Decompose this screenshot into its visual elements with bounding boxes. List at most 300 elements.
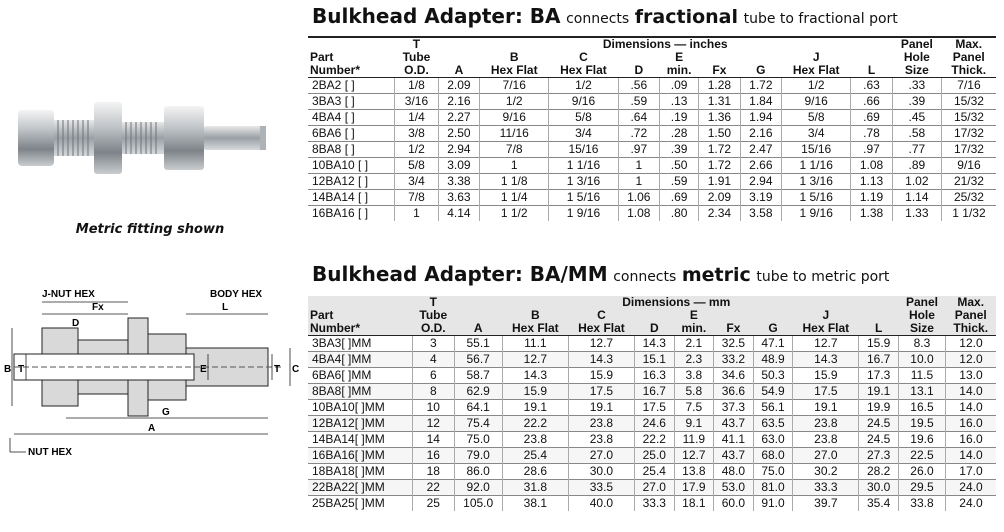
- table-cell: 30.0: [568, 464, 634, 480]
- table-cell: 53.0: [714, 480, 754, 496]
- table-cell: 3: [413, 336, 454, 352]
- table-cell: 27.3: [859, 448, 899, 464]
- table-row: [308, 110, 996, 126]
- part-number-cell: 3BA3 [ ]: [308, 94, 395, 110]
- table-cell: 5/8: [395, 158, 438, 174]
- col-e-bot: min.: [660, 64, 699, 78]
- table-cell: 68.0: [753, 448, 793, 464]
- table-cell: 7/16: [480, 78, 549, 94]
- col-l: L: [851, 64, 892, 78]
- part-number-cell: 3BA3[ ]MM: [308, 336, 413, 352]
- table-cell: 15.9: [568, 368, 634, 384]
- table-cell: 1 3/16: [549, 174, 618, 190]
- table-cell: .45: [892, 110, 941, 126]
- table-cell: .50: [660, 158, 699, 174]
- table-cell: 3/16: [395, 94, 438, 110]
- table-cell: 1.33: [892, 206, 941, 222]
- col-a: A: [454, 322, 502, 336]
- table-cell: 15.9: [793, 368, 859, 384]
- label-b: B: [4, 364, 12, 375]
- table-cell: .72: [618, 126, 659, 142]
- table-cell: 23.8: [793, 432, 859, 448]
- label-a: A: [148, 423, 156, 434]
- col-panel-hole-bot: Size: [892, 64, 941, 78]
- part-number-cell: 25BA25[ ]MM: [308, 496, 413, 512]
- table-cell: 75.0: [753, 464, 793, 480]
- table-row: [308, 480, 996, 496]
- part-number-cell: 8BA8 [ ]: [308, 142, 395, 158]
- table-cell: 2.47: [740, 142, 781, 158]
- table-cell: 13.8: [674, 464, 714, 480]
- table-cell: 31.8: [502, 480, 568, 496]
- table-cell: 1 1/16: [782, 158, 851, 174]
- table-cell: 14.3: [502, 368, 568, 384]
- table-cell: 105.0: [454, 496, 502, 512]
- dimension-drawing: [2, 288, 302, 458]
- table-cell: 3/4: [395, 174, 438, 190]
- table-cell: 43.7: [714, 416, 754, 432]
- col-j-bot: Hex Flat: [782, 64, 851, 78]
- table-cell: 1/2: [782, 78, 851, 94]
- table-cell: 23.8: [502, 432, 568, 448]
- table-cell: 23.8: [793, 416, 859, 432]
- table-cell: 3.63: [438, 190, 479, 206]
- table-cell: 3.58: [740, 206, 781, 222]
- table-cell: 12.0: [945, 336, 996, 352]
- table-cell: 9/16: [480, 110, 549, 126]
- table-cell: 1 1/16: [549, 158, 618, 174]
- table-cell: .59: [618, 94, 659, 110]
- table-cell: .59: [660, 174, 699, 190]
- fitting-photo: [10, 88, 280, 198]
- table-cell: 16.0: [945, 416, 996, 432]
- table-cell: 1.36: [699, 110, 740, 126]
- table-cell: 24.0: [945, 496, 996, 512]
- table-cell: 19.1: [568, 400, 634, 416]
- table-cell: 19.1: [502, 400, 568, 416]
- part-number-cell: 4BA4[ ]MM: [308, 352, 413, 368]
- table-cell: 54.9: [753, 384, 793, 400]
- table-cell: .89: [892, 158, 941, 174]
- col-panel-hole-top: Panel: [900, 37, 933, 51]
- section2-title-connects: connects: [613, 269, 677, 285]
- col-t-mid: Tube: [419, 308, 448, 322]
- table-cell: 75.4: [454, 416, 502, 432]
- table-cell: 9/16: [941, 158, 996, 174]
- table-cell: 14: [413, 432, 454, 448]
- table-cell: 1.02: [892, 174, 941, 190]
- table-cell: 1 1/8: [480, 174, 549, 190]
- table-row: [308, 496, 996, 512]
- table-cell: .80: [660, 206, 699, 222]
- col-number: Number*: [308, 64, 395, 78]
- col-t-bot: O.D.: [413, 322, 454, 336]
- col-j-bot: Hex Flat: [793, 322, 859, 336]
- table-cell: 1 1/4: [480, 190, 549, 206]
- part-number-cell: 4BA4 [ ]: [308, 110, 395, 126]
- table-cell: 1/2: [480, 94, 549, 110]
- part-number-cell: 12BA12 [ ]: [308, 174, 395, 190]
- table-cell: 38.1: [502, 496, 568, 512]
- col-b-bot: Hex Flat: [502, 322, 568, 336]
- table-cell: 3/4: [549, 126, 618, 142]
- table-cell: 32.5: [714, 336, 754, 352]
- table-cell: 2.09: [699, 190, 740, 206]
- col-panel-thick-top: Max.: [957, 295, 985, 309]
- table-cell: 1: [395, 206, 438, 222]
- table-cell: .56: [618, 78, 659, 94]
- table-cell: 13.0: [945, 368, 996, 384]
- part-number-cell: 16BA16[ ]MM: [308, 448, 413, 464]
- table-cell: 27.0: [568, 448, 634, 464]
- table-cell: 12.7: [568, 336, 634, 352]
- table-cell: 1.91: [699, 174, 740, 190]
- section1-title-fractional: fractional: [634, 6, 738, 28]
- part-number-cell: 6BA6[ ]MM: [308, 368, 413, 384]
- table-cell: 3/8: [395, 126, 438, 142]
- label-t-right: T: [274, 364, 281, 375]
- col-number: Number*: [308, 322, 413, 336]
- col-l: L: [859, 322, 899, 336]
- table-cell: 14.3: [568, 352, 634, 368]
- table-cell: 62.9: [454, 384, 502, 400]
- table-cell: 86.0: [454, 464, 502, 480]
- table-cell: 6: [413, 368, 454, 384]
- table-cell: 19.1: [859, 384, 899, 400]
- table-cell: 1/4: [395, 110, 438, 126]
- table-cell: 30.0: [859, 480, 899, 496]
- table-cell: 1.72: [699, 158, 740, 174]
- table-cell: 1.72: [740, 78, 781, 94]
- table-cell: 33.5: [568, 480, 634, 496]
- table-cell: .33: [892, 78, 941, 94]
- label-g: G: [162, 407, 170, 418]
- section1-title-bold: Bulkhead Adapter: BA: [312, 4, 561, 28]
- table-cell: 9/16: [782, 94, 851, 110]
- table-cell: 56.7: [454, 352, 502, 368]
- table-cell: 15/16: [549, 142, 618, 158]
- table-cell: 11.9: [674, 432, 714, 448]
- table-row: [308, 400, 996, 416]
- table-cell: 17.5: [634, 400, 674, 416]
- table-row: [308, 416, 996, 432]
- section1-title-rest: tube to fractional port: [743, 11, 898, 27]
- col-d: D: [618, 64, 659, 78]
- table-cell: 14.0: [945, 384, 996, 400]
- table-cell: .09: [660, 78, 699, 94]
- col-c-bot: Hex Flat: [549, 64, 618, 78]
- table-cell: 8.3: [898, 336, 945, 352]
- table-cell: 17/32: [941, 126, 996, 142]
- table-cell: 17.3: [859, 368, 899, 384]
- table-row: [308, 142, 996, 158]
- table-row: [308, 368, 996, 384]
- table-cell: 3.38: [438, 174, 479, 190]
- col-e-bot: min.: [674, 322, 714, 336]
- section2-title-metric: metric: [681, 264, 751, 286]
- table-cell: 19.6: [898, 432, 945, 448]
- table-cell: 1 1/32: [941, 206, 996, 222]
- table-cell: 5/8: [782, 110, 851, 126]
- table-cell: 22.2: [634, 432, 674, 448]
- table-cell: 33.2: [714, 352, 754, 368]
- table-cell: 15/32: [941, 110, 996, 126]
- table-cell: 24.0: [945, 480, 996, 496]
- table-cell: 9/16: [549, 94, 618, 110]
- table-cell: 1/2: [549, 78, 618, 94]
- table-cell: 28.6: [502, 464, 568, 480]
- table-cell: 14.0: [945, 400, 996, 416]
- section1-title: [312, 4, 898, 28]
- label-j-nut-hex: J-NUT HEX: [42, 289, 95, 300]
- table-cell: 36.6: [714, 384, 754, 400]
- table-cell: 35.4: [859, 496, 899, 512]
- table-cell: 1 9/16: [549, 206, 618, 222]
- table-cell: 81.0: [753, 480, 793, 496]
- table-cell: 4: [413, 352, 454, 368]
- table-cell: 16.5: [898, 400, 945, 416]
- col-panel-hole-top: Panel: [905, 295, 938, 309]
- table-cell: .97: [851, 142, 892, 158]
- col-a: A: [438, 64, 479, 78]
- table-cell: 22.5: [898, 448, 945, 464]
- table-cell: 15/32: [941, 94, 996, 110]
- label-l: L: [222, 302, 229, 313]
- table-cell: 24.5: [859, 416, 899, 432]
- table-cell: 2.1: [674, 336, 714, 352]
- table-row: [308, 464, 996, 480]
- label-c: C: [292, 364, 300, 375]
- label-nut-hex: NUT HEX: [28, 447, 72, 458]
- table-row: [308, 432, 996, 448]
- table-cell: 15/16: [782, 142, 851, 158]
- fractional-table: [308, 36, 996, 221]
- table-cell: 2.16: [438, 94, 479, 110]
- table-cell: 43.7: [714, 448, 754, 464]
- col-t-mid: Tube: [402, 50, 431, 64]
- col-panel-hole-mid: Hole: [903, 50, 930, 64]
- table-row: [308, 78, 996, 94]
- table-cell: 1.31: [699, 94, 740, 110]
- table-cell: 18: [413, 464, 454, 480]
- table-cell: 50.3: [753, 368, 793, 384]
- table-cell: 25.0: [634, 448, 674, 464]
- table-cell: 27.0: [793, 448, 859, 464]
- col-b-top: B: [509, 50, 519, 64]
- table-cell: 2.66: [740, 158, 781, 174]
- table-cell: 25.4: [502, 448, 568, 464]
- table-cell: .69: [660, 190, 699, 206]
- table-cell: 5/8: [549, 110, 618, 126]
- table-cell: 1.08: [618, 206, 659, 222]
- table-cell: 16.0: [945, 432, 996, 448]
- table-cell: 34.6: [714, 368, 754, 384]
- table-cell: 17.5: [568, 384, 634, 400]
- label-t-left: T: [18, 364, 25, 375]
- table-cell: 19.5: [898, 416, 945, 432]
- label-body-hex: BODY HEX: [210, 289, 263, 300]
- table-row: [308, 158, 996, 174]
- table-cell: 12.7: [502, 352, 568, 368]
- table-cell: 2.34: [699, 206, 740, 222]
- table-cell: 14.0: [945, 448, 996, 464]
- col-panel-thick-mid: Panel: [954, 308, 987, 322]
- table-row: [308, 336, 996, 352]
- table-cell: 10.0: [898, 352, 945, 368]
- table-row: [308, 174, 996, 190]
- table-cell: 1: [618, 158, 659, 174]
- table-cell: 92.0: [454, 480, 502, 496]
- col-c-top: C: [579, 50, 588, 64]
- table-cell: 47.1: [753, 336, 793, 352]
- table-cell: 1.14: [892, 190, 941, 206]
- table-cell: 37.3: [714, 400, 754, 416]
- table-cell: 19.9: [859, 400, 899, 416]
- col-part: Part: [310, 50, 334, 64]
- table-cell: 1 9/16: [782, 206, 851, 222]
- dimensions-header: Dimensions — inches: [602, 37, 728, 51]
- table-cell: 1 3/16: [782, 174, 851, 190]
- table-row: [308, 126, 996, 142]
- table-cell: 28.2: [859, 464, 899, 480]
- table-cell: 1: [618, 174, 659, 190]
- section1-title-connects: connects: [566, 11, 630, 27]
- table-cell: .64: [618, 110, 659, 126]
- table-cell: 24.5: [859, 432, 899, 448]
- col-j-top: J: [822, 308, 830, 322]
- table-cell: 33.3: [634, 496, 674, 512]
- table-cell: 1/8: [395, 78, 438, 94]
- table-cell: 24.6: [634, 416, 674, 432]
- col-g: G: [753, 322, 793, 336]
- part-number-cell: 14BA14 [ ]: [308, 190, 395, 206]
- col-panel-thick-bot: Thick.: [941, 64, 996, 78]
- table-cell: .13: [660, 94, 699, 110]
- col-j-top: J: [812, 50, 820, 64]
- photo-caption: Metric fitting shown: [75, 222, 225, 237]
- table-cell: .39: [892, 94, 941, 110]
- table-cell: 48.9: [753, 352, 793, 368]
- table-cell: .63: [851, 78, 892, 94]
- table-cell: 17.5: [793, 384, 859, 400]
- section2-title: [312, 262, 889, 286]
- col-panel-thick-mid: Panel: [952, 50, 985, 64]
- table-row: [308, 384, 996, 400]
- table-row: [308, 448, 996, 464]
- table-cell: 23.8: [568, 432, 634, 448]
- table-cell: 91.0: [753, 496, 793, 512]
- part-number-cell: 22BA22[ ]MM: [308, 480, 413, 496]
- table-cell: 29.5: [898, 480, 945, 496]
- table-cell: 21/32: [941, 174, 996, 190]
- section2-title-rest: tube to metric port: [756, 269, 890, 285]
- table-cell: 1.19: [851, 190, 892, 206]
- table-cell: 8: [413, 384, 454, 400]
- col-t-top: T: [412, 37, 421, 51]
- col-panel-hole-bot: Size: [898, 322, 945, 336]
- table-cell: 11.1: [502, 336, 568, 352]
- table-row: [308, 352, 996, 368]
- table-cell: 1.84: [740, 94, 781, 110]
- table-cell: 18.1: [674, 496, 714, 512]
- col-panel-thick-bot: Thick.: [945, 322, 996, 336]
- table-cell: 9.1: [674, 416, 714, 432]
- fractional-table-body: [308, 78, 996, 222]
- part-number-cell: 8BA8[ ]MM: [308, 384, 413, 400]
- table-cell: 15.1: [634, 352, 674, 368]
- table-cell: 4.14: [438, 206, 479, 222]
- table-cell: 23.8: [568, 416, 634, 432]
- table-cell: 48.0: [714, 464, 754, 480]
- table-cell: .69: [851, 110, 892, 126]
- table-cell: 7.5: [674, 400, 714, 416]
- part-number-cell: 14BA14[ ]MM: [308, 432, 413, 448]
- section2-title-bold: Bulkhead Adapter: BA/MM: [312, 262, 608, 286]
- table-row: [308, 94, 996, 110]
- table-cell: 17.0: [945, 464, 996, 480]
- table-cell: 1 1/2: [480, 206, 549, 222]
- table-cell: 3.8: [674, 368, 714, 384]
- label-e: E: [200, 364, 207, 375]
- table-cell: 1: [480, 158, 549, 174]
- table-cell: 25: [413, 496, 454, 512]
- table-cell: 1.28: [699, 78, 740, 94]
- table-cell: 3/4: [782, 126, 851, 142]
- table-row: [308, 190, 996, 206]
- col-b-top: B: [531, 308, 540, 322]
- table-cell: 16.7: [859, 352, 899, 368]
- table-cell: 63.5: [753, 416, 793, 432]
- dimensions-header: Dimensions — mm: [622, 295, 731, 309]
- table-cell: 2.16: [740, 126, 781, 142]
- col-fx: Fx: [714, 322, 754, 336]
- table-cell: 25/32: [941, 190, 996, 206]
- table-cell: 14.3: [634, 336, 674, 352]
- col-c-top: C: [597, 308, 606, 322]
- table-cell: 2.94: [438, 142, 479, 158]
- table-cell: 19.1: [793, 400, 859, 416]
- table-cell: 16: [413, 448, 454, 464]
- part-number-cell: 18BA18[ ]MM: [308, 464, 413, 480]
- table-cell: 63.0: [753, 432, 793, 448]
- table-cell: 12.7: [674, 448, 714, 464]
- table-cell: 3.09: [438, 158, 479, 174]
- col-part: Part: [310, 308, 334, 322]
- table-cell: 2.27: [438, 110, 479, 126]
- table-cell: 11.5: [898, 368, 945, 384]
- col-t-bot: O.D.: [395, 64, 438, 78]
- table-cell: 13.1: [898, 384, 945, 400]
- table-cell: 1.94: [740, 110, 781, 126]
- table-cell: 40.0: [568, 496, 634, 512]
- part-number-cell: 10BA10[ ]MM: [308, 400, 413, 416]
- col-t-top: T: [429, 295, 437, 309]
- label-d: D: [72, 318, 80, 329]
- table-cell: 16.3: [634, 368, 674, 384]
- table-cell: 25.4: [634, 464, 674, 480]
- table-cell: 2.50: [438, 126, 479, 142]
- table-cell: .28: [660, 126, 699, 142]
- table-cell: 33.3: [793, 480, 859, 496]
- table-cell: 64.1: [454, 400, 502, 416]
- part-number-cell: 12BA12[ ]MM: [308, 416, 413, 432]
- table-cell: 55.1: [454, 336, 502, 352]
- table-cell: 2.3: [674, 352, 714, 368]
- col-e-top: E: [689, 308, 698, 322]
- table-cell: 17/32: [941, 142, 996, 158]
- table-cell: .19: [660, 110, 699, 126]
- table-cell: 1 5/16: [782, 190, 851, 206]
